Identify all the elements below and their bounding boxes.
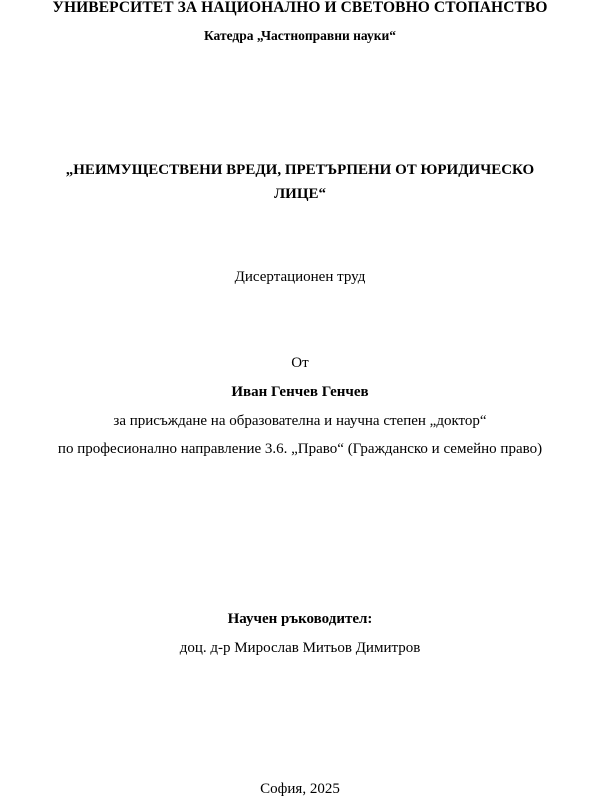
document-type: Дисертационен труд [234, 269, 366, 285]
author-name: Иван Генчев Генчев [231, 384, 369, 400]
dissertation-title-line-2: ЛИЦЕ“ [273, 186, 327, 202]
university-name: УНИВЕРСИТЕТ ЗА НАЦИОНАЛНО И СВЕТОВНО СТОПАНСТВО [52, 0, 548, 16]
place-and-date: София, 2025 [260, 781, 340, 797]
author-from-label: От [291, 355, 309, 371]
degree-line: за присъждане на образователна и научна степен „доктор“ [113, 413, 487, 429]
dissertation-title-line-1: „НЕИМУЩЕСТВЕНИ ВРЕДИ, ПРЕТЪРПЕНИ ОТ ЮРИДИЧЕСКО [65, 162, 535, 178]
department-name: Катедра „Частноправни науки“ [203, 28, 397, 43]
supervisor-label: Научен ръководител: [227, 611, 373, 627]
professional-field-line: по професионално направление 3.6. „Право“ (Гражданско и семейно право) [57, 441, 543, 457]
supervisor-name: доц. д-р Мирослав Митьов Димитров [179, 640, 421, 656]
